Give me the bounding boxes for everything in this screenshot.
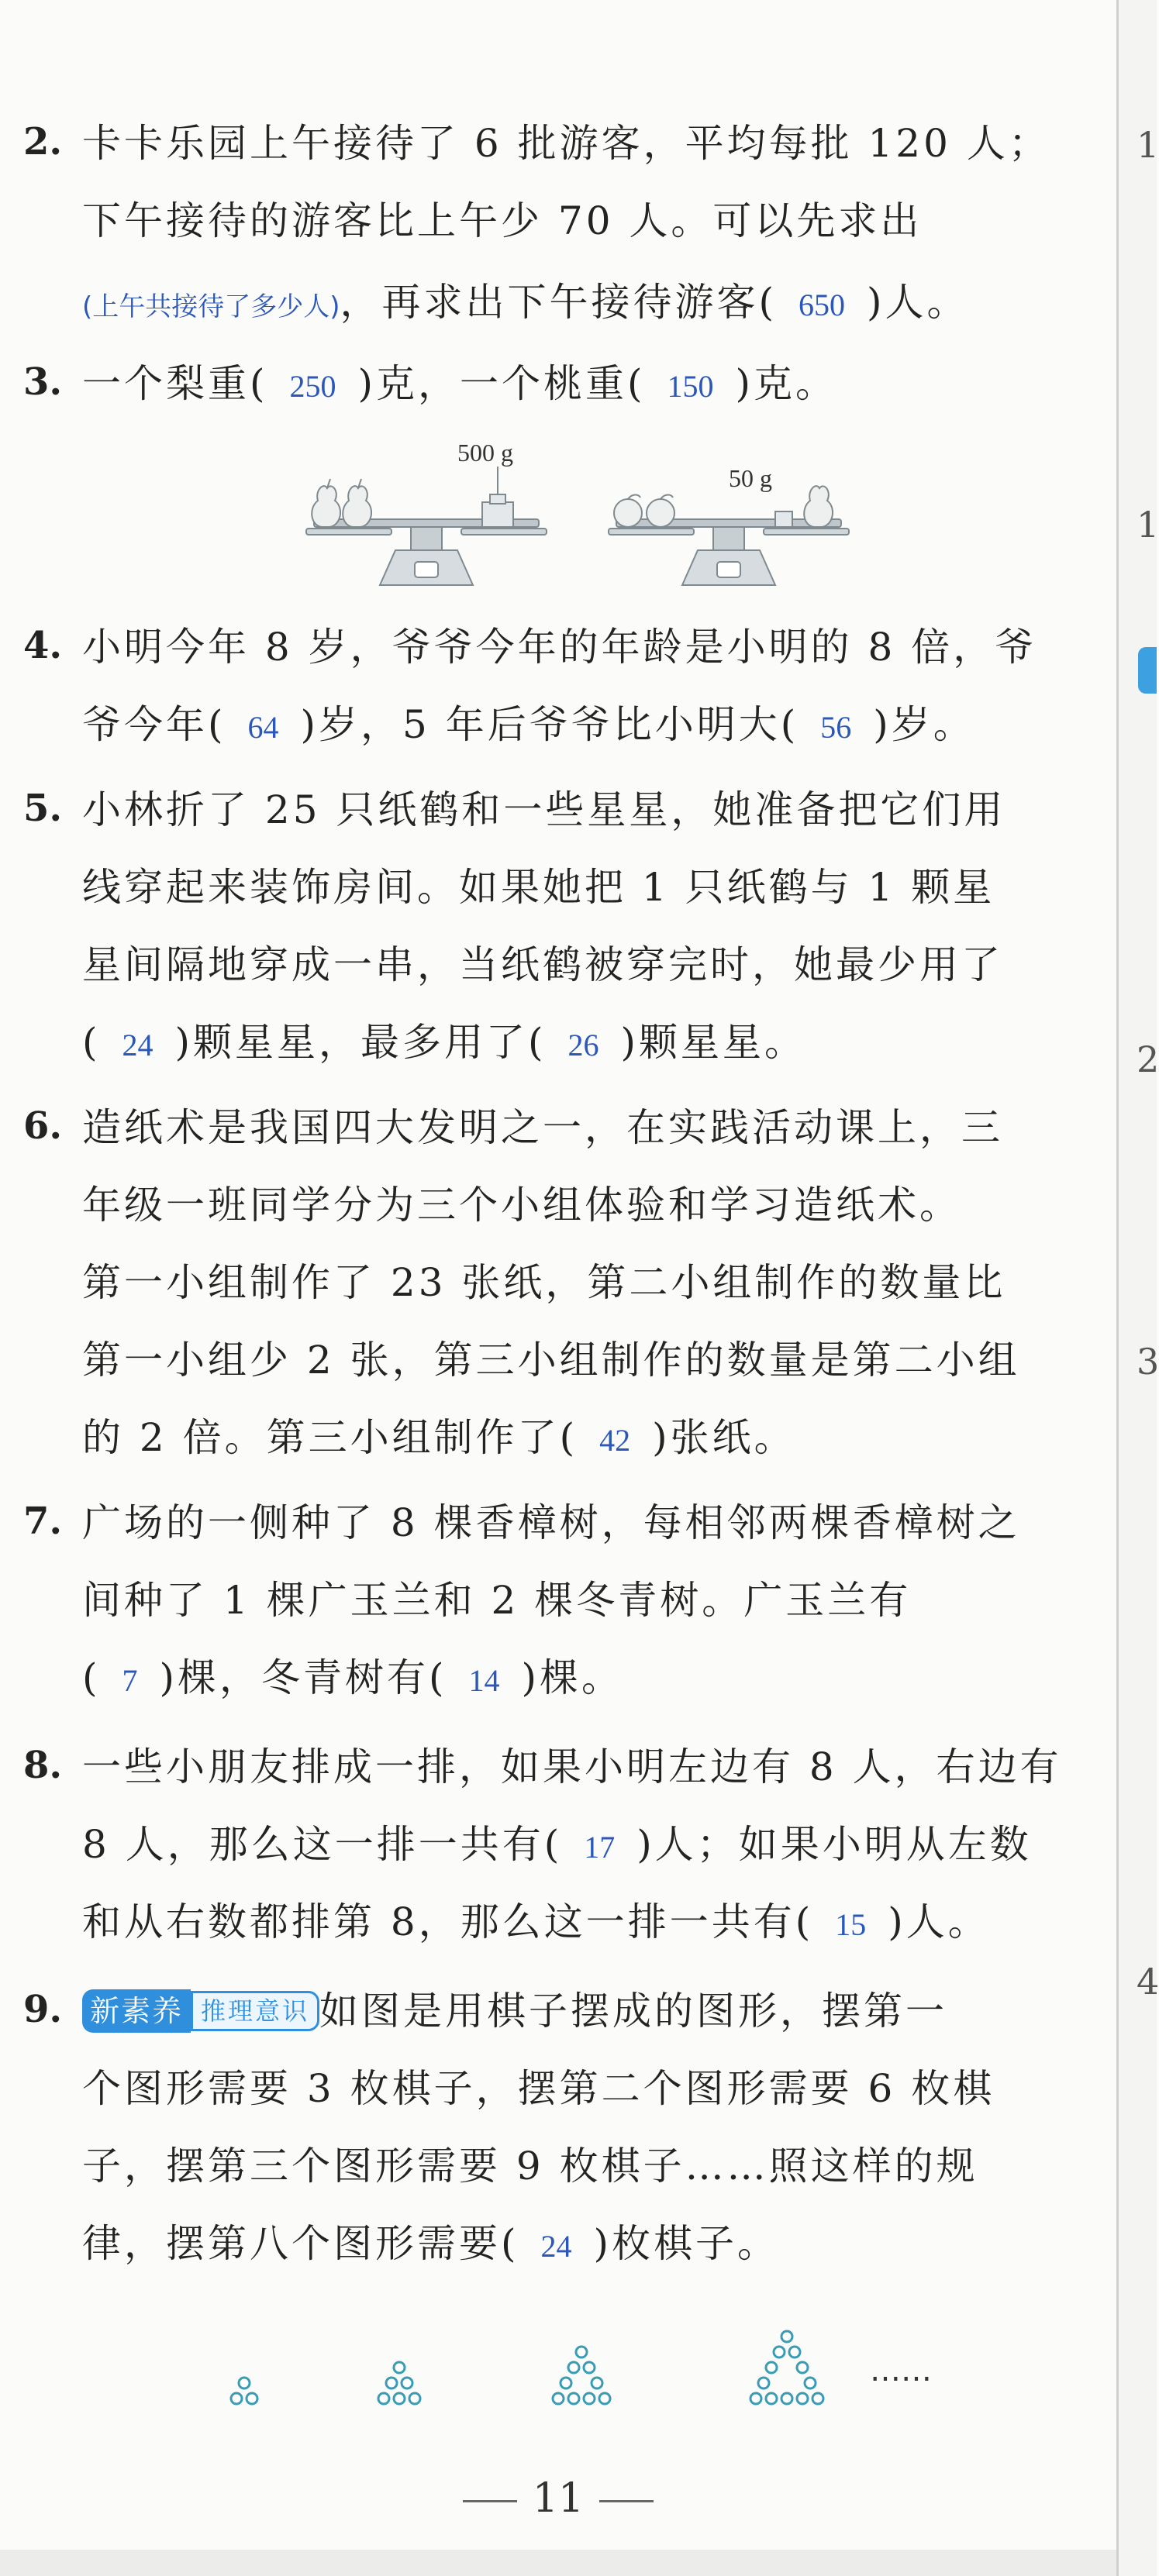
question-text: 卡卡乐园上午接待了 6 批游客，平均每批 120 人； [82,121,1050,166]
chess-piece-patterns [209,2325,954,2441]
weight-label: 500 g [457,439,513,467]
answer-blank: 15 [835,1907,867,1942]
answer-blank: 650 [799,288,846,322]
text-segment: ( [82,1020,101,1065]
answer-blank: 56 [820,710,852,745]
question-number: 3. [23,360,63,404]
question-text: 年级一班同学分为三个小组体验和学习造纸术。 [82,1183,961,1228]
margin-digit: 1 [1137,504,1159,546]
question-number: 7. [23,1500,63,1543]
question-number: 6. [23,1104,63,1148]
question-text-with-answers [82,2220,779,2270]
text-segment: )克，一个桃重( [357,361,646,406]
page-bottom-edge [0,2550,1116,2576]
answer-blank: 150 [667,369,714,404]
question-text: 一些小朋友排成一排，如果小明左边有 8 人，右边有 [82,1744,1062,1789]
answer-blank: 14 [468,1663,500,1698]
question-text-with-answers [82,1019,806,1069]
question-text-with-answers [82,1821,1032,1871]
page-number: 11 [532,2475,585,2522]
question-text: 造纸术是我国四大发明之一，在实践活动课上，三 [82,1105,1003,1150]
new-literacy-badge: 新素养 [82,1989,191,2033]
question-text-with-answers [82,360,837,410]
answer-blank: 64 [247,710,279,745]
question-text: 间种了 1 棵广玉兰和 2 棵冬青树。广玉兰有 [82,1578,912,1623]
question-text: 广场的一侧种了 8 棵香樟树，每相邻两棵香樟树之 [82,1500,1020,1545]
text-segment: 和从右数都排第 8，那么这一排一共有( [82,1899,814,1944]
text-segment: 如图是用棋子摆成的图形，摆第一 [319,1989,948,2034]
text-segment: )颗星星，最多用了( [174,1020,547,1065]
question-text: 小明今年 8 岁，爷爷今年的年龄是小明的 8 倍，爷 [82,625,1037,670]
question-number: 8. [23,1744,63,1787]
question-text: 第一小组少 2 张，第三小组制作的数量是第二小组 [82,1338,1020,1383]
answer-blank: 17 [584,1830,616,1865]
page-footer [0,2475,1116,2522]
pattern-4 [750,2331,823,2404]
question-number: 2. [23,120,63,164]
question-text: 线穿起来装饰房间。如果她把 1 只纸鹤与 1 颗星 [82,865,995,910]
pattern-3 [553,2347,610,2404]
question-number: 4. [23,624,63,667]
reasoning-tag: 推理意识 [191,1991,319,2031]
pattern-1 [231,2378,257,2404]
answer-blank: 42 [599,1423,631,1458]
answer-blank: 250 [289,369,336,404]
ellipsis: …… [870,2353,932,2388]
text-segment: 爷今年( [82,702,226,747]
text-segment: )棵。 [521,1655,624,1700]
answer-blank: 24 [540,2229,572,2264]
text-segment: )岁。 [873,702,975,747]
footer-dash [463,2500,517,2502]
margin-digit: 3 [1137,1341,1159,1383]
question-number: 5. [23,787,63,830]
pattern-2 [378,2362,420,2404]
question-text-with-answers [82,1655,623,1704]
question-text-with-answers [82,279,969,330]
question-text: 下午接待的游客比上午少 70 人。可以先求出 [82,198,923,243]
answer-blank: 7 [122,1663,138,1698]
text-segment: )枚棋子。 [593,2221,780,2266]
question-text: 第一小组制作了 23 张纸，第二小组制作的数量比 [82,1260,1006,1305]
margin-digit: 2 [1137,1038,1159,1080]
question-text: 子，摆第三个图形需要 9 枚棋子……照这样的规 [82,2144,978,2189]
question-text-with-answers [82,1899,990,1948]
answer-blank: 24 [122,1028,153,1062]
page-divider [1116,0,1119,2576]
margin-digit: 1 [1137,124,1159,166]
question-text: 星间隔地穿成一串，当纸鹤被穿完时，她最少用了 [82,942,1003,987]
text-segment: )张纸。 [652,1415,796,1460]
text-segment: 一个梨重( [82,361,268,406]
answer-blank: 26 [567,1028,599,1062]
scale-pears-vs-500g [306,439,547,585]
text-segment: )人。 [867,280,969,325]
answer-text: (上午共接待了多少人) [82,291,340,322]
margin-digit: 4 [1137,1961,1159,2003]
text-segment: )人；如果小明从左数 [636,1822,1032,1867]
question-text [82,1988,947,2034]
question-text-with-answers [82,701,975,751]
scale-peaches-vs-pear-50g [609,464,849,585]
text-segment: ( [82,1655,101,1700]
question-number: 9. [23,1988,63,2031]
question-text: 小林折了 25 只纸鹤和一些星星，她准备把它们用 [82,787,1006,832]
weight-label: 50 g [729,464,772,492]
margin-tab [1138,647,1157,694]
text-segment: ，再求出下午接待游客( [340,280,778,325]
text-segment: )人。 [888,1899,990,1944]
text-segment: )颗星星。 [620,1020,807,1065]
question-text: 个图形需要 3 枚棋子，摆第二个图形需要 6 枚棋 [82,2066,995,2111]
text-segment: )岁，5 年后爷爷比小明大( [300,702,799,747]
text-segment: 律，摆第八个图形需要( [82,2221,519,2266]
text-segment: 的 2 倍。第三小组制作了( [82,1415,578,1460]
footer-dash [599,2500,654,2502]
text-segment: )克。 [735,361,838,406]
balance-scales-illustration [287,434,868,589]
question-text-with-answers [82,1414,796,1464]
text-segment: )棵，冬青树有( [159,1655,447,1700]
text-segment: 8 人，那么这一排一共有( [82,1822,563,1867]
adjacent-page-margin [1119,0,1157,2576]
